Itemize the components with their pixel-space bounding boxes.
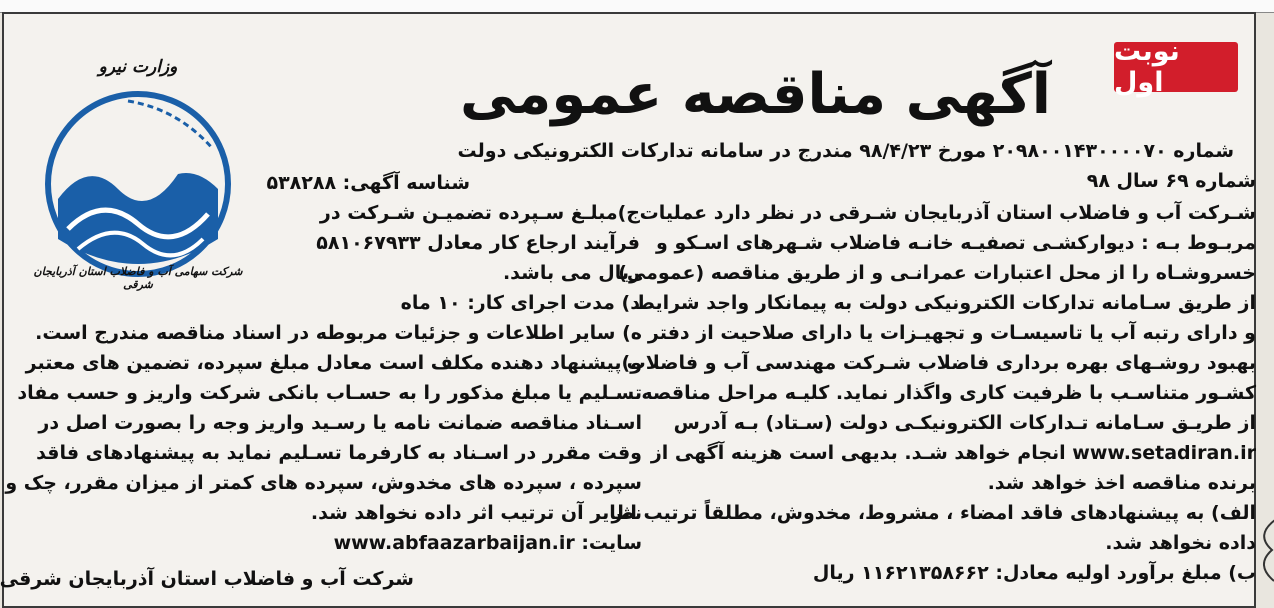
clause-line: تسـلیم یا مبلغ مذکور را به حسـاب بانکی شرکت واریز و حسب مفاد xyxy=(17,382,642,404)
pen-mark-icon xyxy=(1250,515,1274,585)
left-top-line: ریال می باشد. xyxy=(502,262,640,284)
left-top-line: د) مدت اجرای کار: ۱۰ ماه xyxy=(400,292,640,314)
left-top-line: فرآیند ارجاع کار معادل ۵۸۱۰۶۷۹۳۳ xyxy=(316,232,640,254)
body-line: مربـوط بـه : دیوارکشـی تصفیـه خانـه فاضلاب شـهرهای اسـکو و xyxy=(656,232,1256,254)
right-column xyxy=(611,198,1256,588)
left-top-line: ج)مبلـغ سـپرده تضمیـن شـرکت در xyxy=(319,202,640,224)
clause-line: ه) سایر اطلاعات و جزئیات مربوطه در اسناد مناقصه مندرج است. xyxy=(35,322,642,344)
ad-id: شناسه آگهی: ۵۳۸۲۸۸ xyxy=(266,172,470,194)
clause-line: سپرده ، سپرده های مخدوش، سپرده های کمتر از میزان مقرر، چک و xyxy=(5,472,642,494)
clause-line: اسـناد مناقصه ضمانت نامه یا رسـید واریز وجه را بصورت اصل در xyxy=(38,412,642,434)
clause-line: وقت مقرر در اسـناد به کارفرما تسـلیم نماید به پیشنهادهای فاقد xyxy=(36,442,642,464)
body-line: داده نخواهد شد. xyxy=(1105,532,1256,554)
left-top-block xyxy=(262,198,640,318)
clause-line: نظایر آن ترتیب اثر داده نخواهد شد. xyxy=(310,502,642,524)
first-publication-badge: نوبت اول xyxy=(1114,42,1238,92)
number-line: شماره ۶۹ سال ۹۸ xyxy=(1086,170,1256,192)
body-line: کشـور متناسـب با ظرفیت کاری واگذار نماید. کلیـه مراحل مناقصه xyxy=(641,382,1256,404)
ministry-label: وزارت نیرو xyxy=(98,57,178,77)
body-line: www.setadiran.ir انجام خواهد شـد. بدیهی است هزینه آگهی از xyxy=(650,442,1256,464)
water-company-logo xyxy=(18,55,258,295)
clause-line: و)پیشنهاد دهنده مکلف است معادل مبلغ سپرده، تضمین های معتبر xyxy=(25,352,642,374)
body-line: از طریق سـامانه تدارکات الکترونیکی دولت به پیمانکار واجد شرایط xyxy=(635,292,1256,314)
body-line: خسروشـاه را از محل اعتبارات عمرانـی و از طریق مناقصه (عمومی) xyxy=(618,262,1256,284)
reference-line: شماره ۲۰۹۸۰۰۱۴۳۰۰۰۰۷۰ مورخ ۹۸/۴/۲۳ مندرج در سامانه تدارکات الکترونیکی دولت xyxy=(457,140,1234,162)
body-line: از طریـق سـامانه تـدارکات الکترونیکـی دولت (سـتاد) بـه آدرس xyxy=(673,412,1256,434)
notice-title: آگهی مناقصه عمومی xyxy=(460,62,1051,127)
logo-caption: شرکت سهامی آب و فاضلاب استان آذربایجان شرقی xyxy=(33,265,243,291)
body-line: شـرکت آب و فاضلاب استان آذربایجان شـرقی در نظر دارد عملیات xyxy=(639,202,1256,224)
estimate-line: ب) مبلغ برآورد اولیه معادل: ۱۱۶۲۱۳۵۸۶۶۲ ریال xyxy=(812,562,1256,584)
body-line: بهبود روشـهای بهره برداری فاضلاب شـرکت مهندسی آب و فاضلاب xyxy=(626,352,1256,374)
body-line: برنده مناقصه اخذ خواهد شد. xyxy=(987,472,1256,494)
footer-company-name: شرکت آب و فاضلاب استان آذربایجان شرقی xyxy=(0,568,414,590)
left-lower-block xyxy=(5,318,642,558)
logo-emblem-icon xyxy=(18,79,258,289)
website-line: سایت: www.abfaazarbaijan.ir xyxy=(333,532,642,554)
body-line: و دارای رتبه آب یا تاسیسـات و تجهیـزات یا دارای صلاحیت از دفتر xyxy=(647,322,1256,344)
body-line: الف) به پیشنهادهای فاقد امضاء ، مشروط، مخدوش، مطلقاً ترتیب اثر xyxy=(611,502,1256,524)
